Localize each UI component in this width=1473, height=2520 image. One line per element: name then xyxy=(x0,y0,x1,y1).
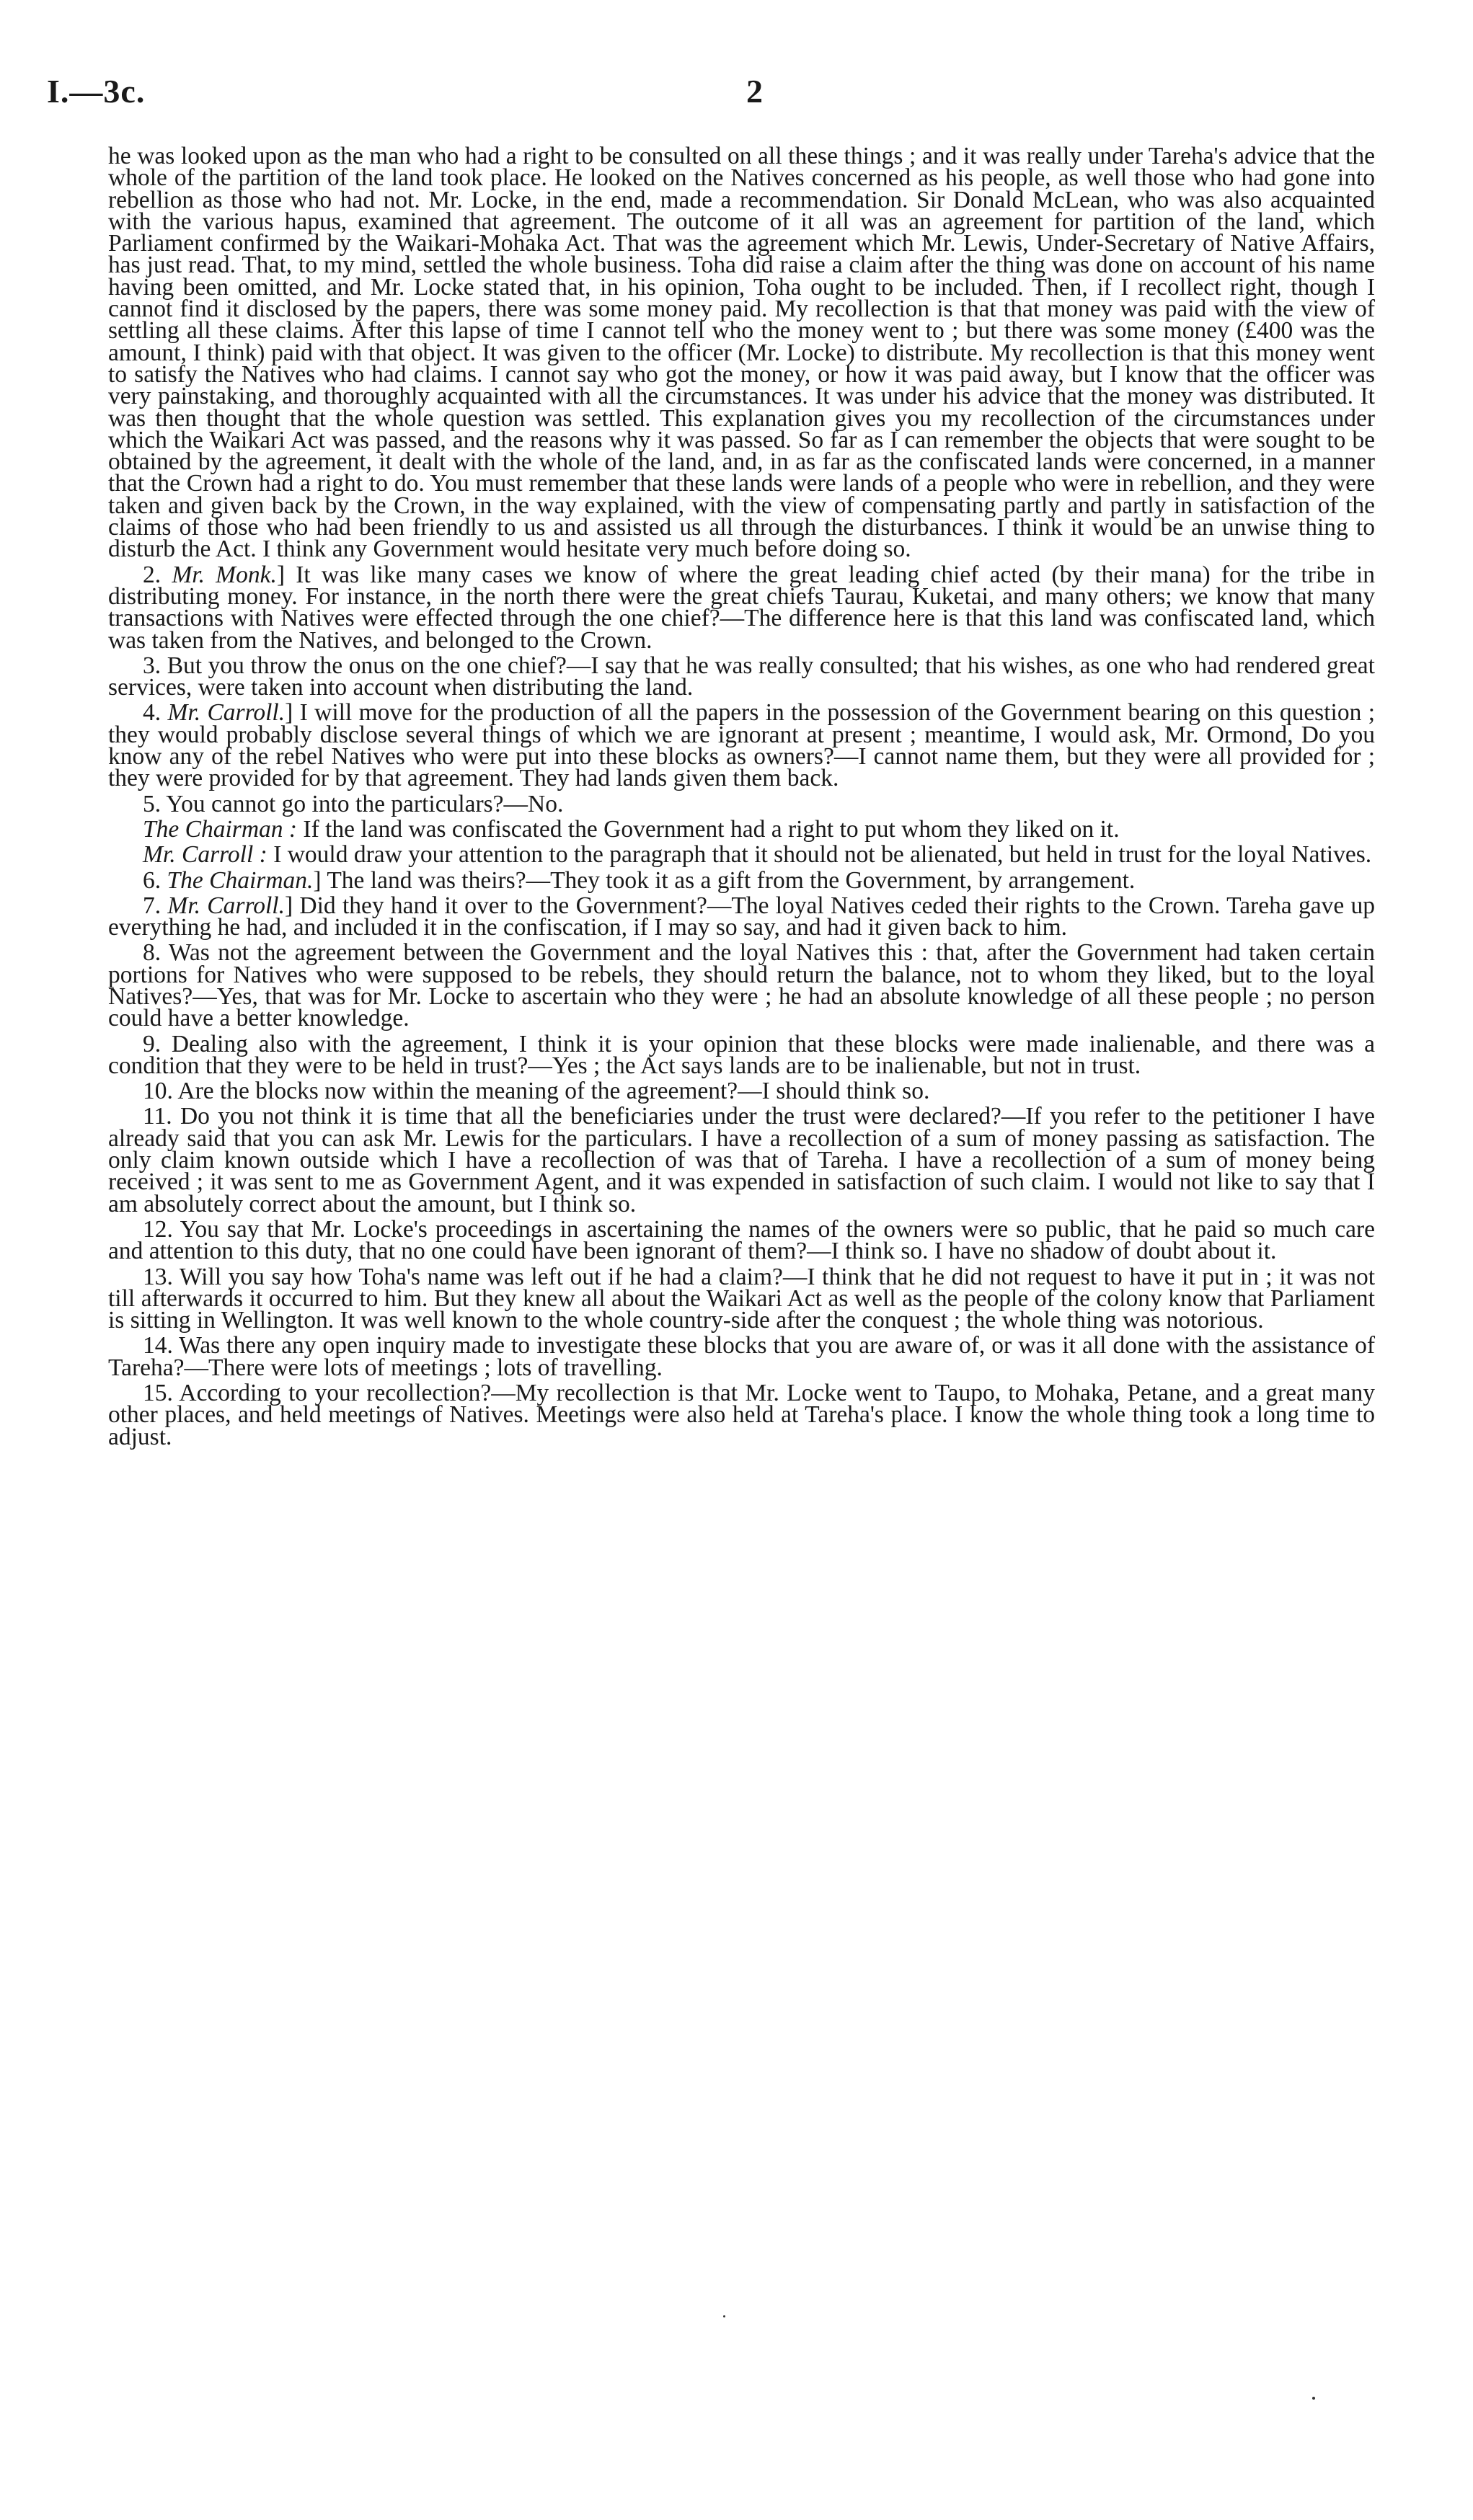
paragraph: 14. Was there any open inquiry made to investigate these blocks that you are aware of, or was it all done with the assistance of Tareha?—There were lots of meetings ; lots of travelling. xyxy=(108,1332,1375,1381)
paragraph: 10. Are the blocks now within the meaning of the agreement?—I should think so. xyxy=(143,1078,930,1105)
document-body xyxy=(108,143,1376,1452)
paragraph: 4. Mr. Carroll.] I will move for the production of all the papers in the possession of the Government bearing on this question ; they would probably disclose several things of which we are ignorant at present ; meantime, I would ask, Mr. Ormond, Do you know any of the rebel Natives who were put into these blocks as owners?—I cannot name them, but they were all provided for ; they were provided for by that agreement. They had lands given them back. xyxy=(108,699,1375,792)
ink-speck xyxy=(1312,2397,1315,2400)
speaker-name: Mr. Carroll. xyxy=(167,699,286,727)
paragraph: The Chairman : If the land was confiscated the Government had a right to put whom they liked on it. xyxy=(143,815,1120,843)
paragraph: he was looked upon as the man who had a right to be consulted on all these things ; and it was really under Tareha's advice that the whole of the partition of the land took place. He looked on the Natives concerned as his people, as well those who had gone into rebellion as those who had not. Mr. Locke, in the end, made a recommendation. Sir Donald McLean, who was also acquainted with the various hapus, examined that agreement. The outcome of it all was an agreement for partition of the land, which Parliament confirmed by the Waikari-Mohaka Act. That was the agreement which Mr. Lewis, Under-Secretary of Native Affairs, has just read. That, to my mind, settled the whole business. Toha did raise a claim after the thing was done on account of his name having been omitted, and Mr. Locke stated that, in his opinion, Toha ought to be included. Then, if I recollect right, though I cannot find it disclosed by the papers, there was some money paid. My recollection is that that money was paid with the view of settling all these claims. After this lapse of time I cannot tell who the money went to ; but there was some money (£400 was the amount, I think) paid with that object. It was given to the officer (Mr. Locke) to distribute. My recollection is that this money went to satisfy the Natives who had claims. I cannot say who got the money, or how it was paid away, but I know that the officer was very painstaking, and thoroughly acquainted with all the circumstances. It was under his advice that the money was distributed. It was then thought that the whole question was settled. This explanation gives you my recollection of the circumstances under which the Waikari Act was passed, and the reasons why it was passed. So far as I can remember the objects that were sought to be obtained by the agreement, it dealt with the whole of the land, and, in as far as the confiscated lands were concerned, in a manner that the Crown had a right to do. You must remember that these lands were lands of a people who were in rebellion, and they were taken and given back by the Crown, in the way explained, with the view of compensating partly and partly in satisfaction of the claims of those who had been friendly to us and assisted us all through the disturbances. I think it would be an unwise thing to disturb the Act. I think any Government would hesitate very much before doing so. xyxy=(108,143,1375,563)
page-header xyxy=(47,72,1424,123)
paragraph: 11. Do you not think it is time that all the beneficiaries under the trust were declared?—If you refer to the petitioner I have already said that you can ask Mr. Lewis for the particulars. I have a recollection of a sum of money passing as satisfaction. The only claim known outside which I have a recollection of was that of Tareha. I have a recollection of a sum of money being received ; it was sent to me as Government Agent, and it was expended in satisfaction of such claim. I would not like to say that I am absolutely correct about the amount, but I think so. xyxy=(108,1103,1375,1217)
speaker-name: Mr. Carroll : xyxy=(143,841,267,869)
paragraph: 5. You cannot go into the particulars?—No. xyxy=(143,790,564,817)
paragraph: 13. Will you say how Toha's name was left out if he had a claim?—I think that he did not request to have it put in ; it was not till afterwards it occurred to him. But they knew all about the Waikari Act as well as the people of the colony know that Parliament is sitting in Wellington. It was well known to the whole country-side after the conquest ; the whole thing was notorious. xyxy=(108,1263,1375,1334)
paragraph: 12. You say that Mr. Locke's proceedings in ascertaining the names of the owners were so public, that he paid so much care and attention to this duty, that no one could have been ignorant of them?—I think so. I have no shadow of doubt about it. xyxy=(108,1215,1375,1265)
paragraph: 15. According to your recollection?—My recollection is that Mr. Locke went to Taupo, to Mohaka, Petane, and a great many other places, and held meetings of Natives. Meetings were also held at Tareha's place. I know the whole thing took a long time to adjust. xyxy=(108,1380,1375,1450)
page-number: 2 xyxy=(746,73,763,110)
paragraph: Mr. Carroll : I would draw your attention to the paragraph that it should not be alienated, but held in trust for the loyal Natives. xyxy=(143,841,1372,869)
paragraph: 6. The Chairman.] The land was theirs?—They took it as a gift from the Government, by arrangement. xyxy=(143,866,1136,894)
speaker-name: The Chairman : xyxy=(143,815,298,843)
document-reference: I.—3c. xyxy=(47,73,146,110)
paragraph: 8. Was not the agreement between the Government and the loyal Natives this : that, after the Government had taken certain portions for Natives who were supposed to be rebels, they should return the balance, not to whom they liked, but to the loyal Natives?—Yes, that was for Mr. Locke to ascertain who they were ; he had an absolute knowledge of all these people ; no person could have a better knowledge. xyxy=(108,939,1375,1032)
paragraph: 9. Dealing also with the agreement, I think it is your opinion that these blocks were made inalienable, and there was a condition that they were to be held in trust?—Yes ; the Act says lands are to be inalienable, but not in trust. xyxy=(108,1030,1375,1079)
paragraph: 7. Mr. Carroll.] Did they hand it over to the Government?—The loyal Natives ceded their rights to the Crown. Tareha gave up everything he had, and included it in the confiscation, if I may so say, and had it given back to him. xyxy=(108,892,1376,941)
speaker-name: The Chairman. xyxy=(167,866,314,894)
speaker-name: Mr. Monk. xyxy=(172,561,277,588)
paragraph: 2. Mr. Monk.] It was like many cases we know of where the great leading chief acted (by their mana) for the tribe in distributing money. For instance, in the north there were the great chiefs Taurau, Kuketai, and many others; we know that many transactions with Natives were effected through the one chief?—The difference here is that this land was confiscated land, which was taken from the Natives, and belonged to the Crown. xyxy=(108,561,1375,654)
speaker-name: Mr. Carroll. xyxy=(167,892,285,919)
paragraph: 3. But you throw the onus on the one chief?—I say that he was really consulted; that his wishes, as one who had rendered great services, were taken into account when distributing the land. xyxy=(108,652,1375,701)
ink-speck xyxy=(723,2315,725,2317)
